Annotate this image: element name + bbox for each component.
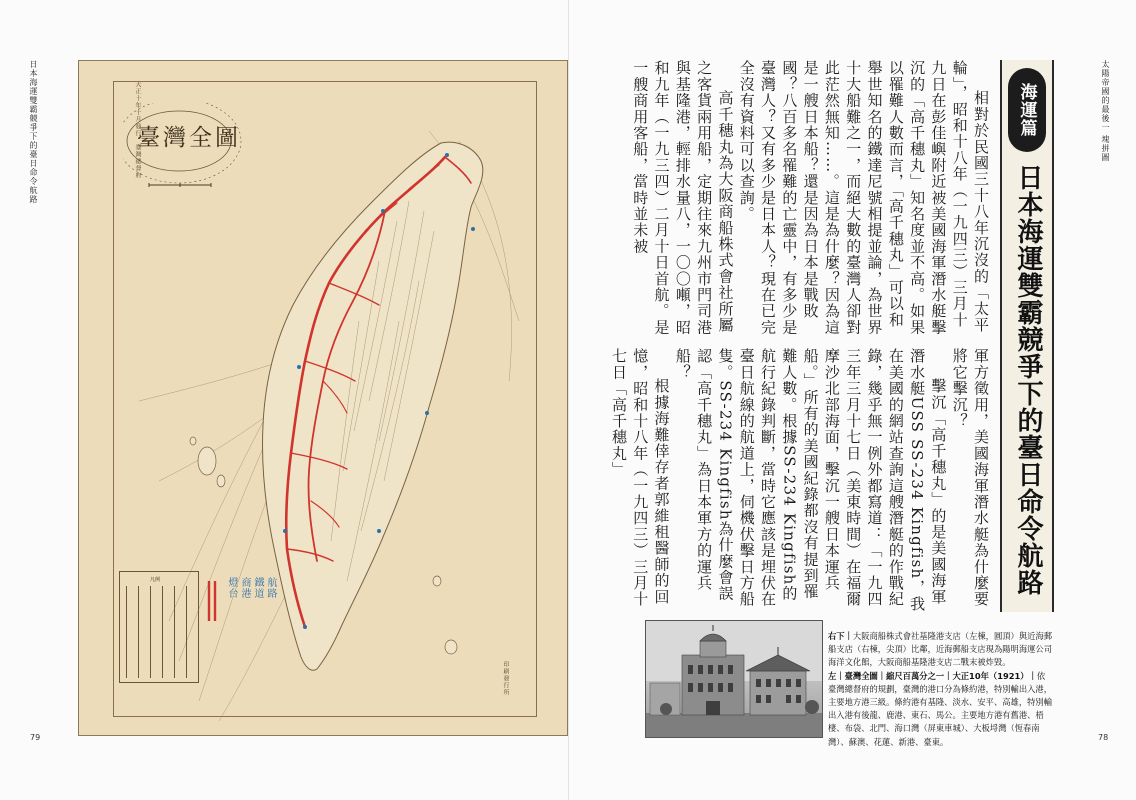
map-title: 臺灣全圖 — [137, 125, 241, 151]
right-page-number: 78 — [1098, 733, 1109, 742]
map-margin-note: 大正十年十月發行 臺灣總督府 — [134, 81, 141, 179]
body-paragraph-2: 高千穗丸為大阪商船株式會社所屬之客貨兩用船，定期往來九州市門司港與基隆港，輕排水量八，一〇〇噸，昭和九年（一九三四）二月十日首航。是一艘商用客船，當時並未被 — [631, 60, 735, 336]
map-margin-note-bottom: 印刷發行所 — [502, 661, 509, 696]
right-running-head-1: 太陽帝國的最後一 — [1101, 60, 1110, 132]
body-paragraph-1: 相對於民國三十八年沉沒的「太平輪」，昭和十八年（一九四三）三月十九日在彭佳嶼附近被美國海軍潛水艇擊沉的「高千穗丸」知名度並不高。如果以罹難人數而言，「高千穗丸」可以和舉世知名的鐵達尼號相提並論，為世界十大船難之一，而絕大數的臺灣人卻對此茫然無知……。這是為什麼？因為這是一艘日本船？還是因為日本是戰敗國？八百多名罹難的亡靈中，有多少是臺灣人？又有多少是日本人？現在已完全沒有資料可以查詢。 — [737, 60, 990, 336]
body-paragraph-4: 擊沉「高千穗丸」的是美國海軍潛水艇USS SS-234 Kingfish，我在美國的網站查詢這艘潛艇的作戰紀錄，幾乎無一例外都寫道：「一九四三年三月十七日（美東時間）在福爾摩沙北部海面，擊沉一艘日本運兵船。」所有的美國紀錄都沒有提到罹難人數。根據SS-234 Kingfish的航行紀錄判斷，當時它應該是埋伏在臺日航線的航道上，伺機伏擊日方船隻。SS-234 Kingfish為什麼會誤認「高千穗丸」為日本軍方的運兵船？ — [673, 348, 948, 612]
caption-right — [828, 630, 1053, 670]
body-paragraph-3: 軍方徵用，美國海軍潛水艇為什麼要將它擊沉？ — [950, 348, 990, 608]
caption-left — [828, 670, 1053, 749]
legend-route-swatch — [205, 581, 219, 621]
legend-items — [225, 577, 277, 599]
body-paragraph-5: 根據海難倖存者郭維租醫師的回憶，昭和十八年（一九四三）三月十七日「高千穗丸」 — [609, 348, 671, 608]
legend-item-lighthouse: 燈台 — [226, 577, 237, 599]
legend-grid — [126, 586, 192, 678]
taiwan-map-figure — [78, 60, 568, 736]
chapter-title-band — [1000, 60, 1054, 612]
right-running-head-2: 塊拼圖 — [1101, 135, 1110, 162]
caption-right-text: 大阪商船株式會社基隆港支店（左棟，圓頂）與近海郵船支店（右棟，尖頂）比鄰，近海郵船支店現為陽明海運公司海洋文化館，大阪商船基隆港支店二戰末被炸毀。 — [828, 631, 1053, 668]
photo-caption — [828, 630, 1053, 749]
legend-item-port: 商港 — [239, 577, 250, 599]
legend-heading: 凡例 — [150, 577, 161, 583]
legend-item-railway: 鐵道 — [252, 577, 263, 599]
caption-right-lead: 右下｜ — [828, 631, 853, 641]
harbor-office-photo — [645, 620, 823, 738]
body-upper — [631, 60, 991, 342]
chapter-title: 日本海運雙霸競爭下的臺日命令航路 — [1013, 164, 1043, 596]
map-legend-box — [119, 571, 199, 683]
harbor-office-buildings — [646, 621, 822, 737]
section-badge-text: 海運篇 — [1016, 83, 1037, 137]
left-page-number: 79 — [30, 733, 41, 742]
caption-left-lead: 左｜臺灣全圖｜縮尺百萬分之一｜大正10年（1921）｜ — [828, 670, 1037, 681]
left-running-head: 日本海運雙霸競爭下的臺日命令航路 — [29, 60, 38, 204]
section-badge — [1008, 68, 1046, 152]
legend-item-route: 航路 — [265, 577, 276, 599]
body-lower — [609, 348, 991, 612]
caption-left-text: 依臺灣總督府的規劃，臺灣的港口分為條約港，特別輸出入港，主要地方港三級。條約港有基隆、淡水、安平、高雄，特別輸出入港有後龍、鹿港、東石、馬公。主要地方港有舊港、梧棲、布袋、北門、海口灣（屏東車城）、大板埒灣（恆春南灣）、蘇澳、花蓮、新港、臺東。 — [828, 670, 1053, 747]
